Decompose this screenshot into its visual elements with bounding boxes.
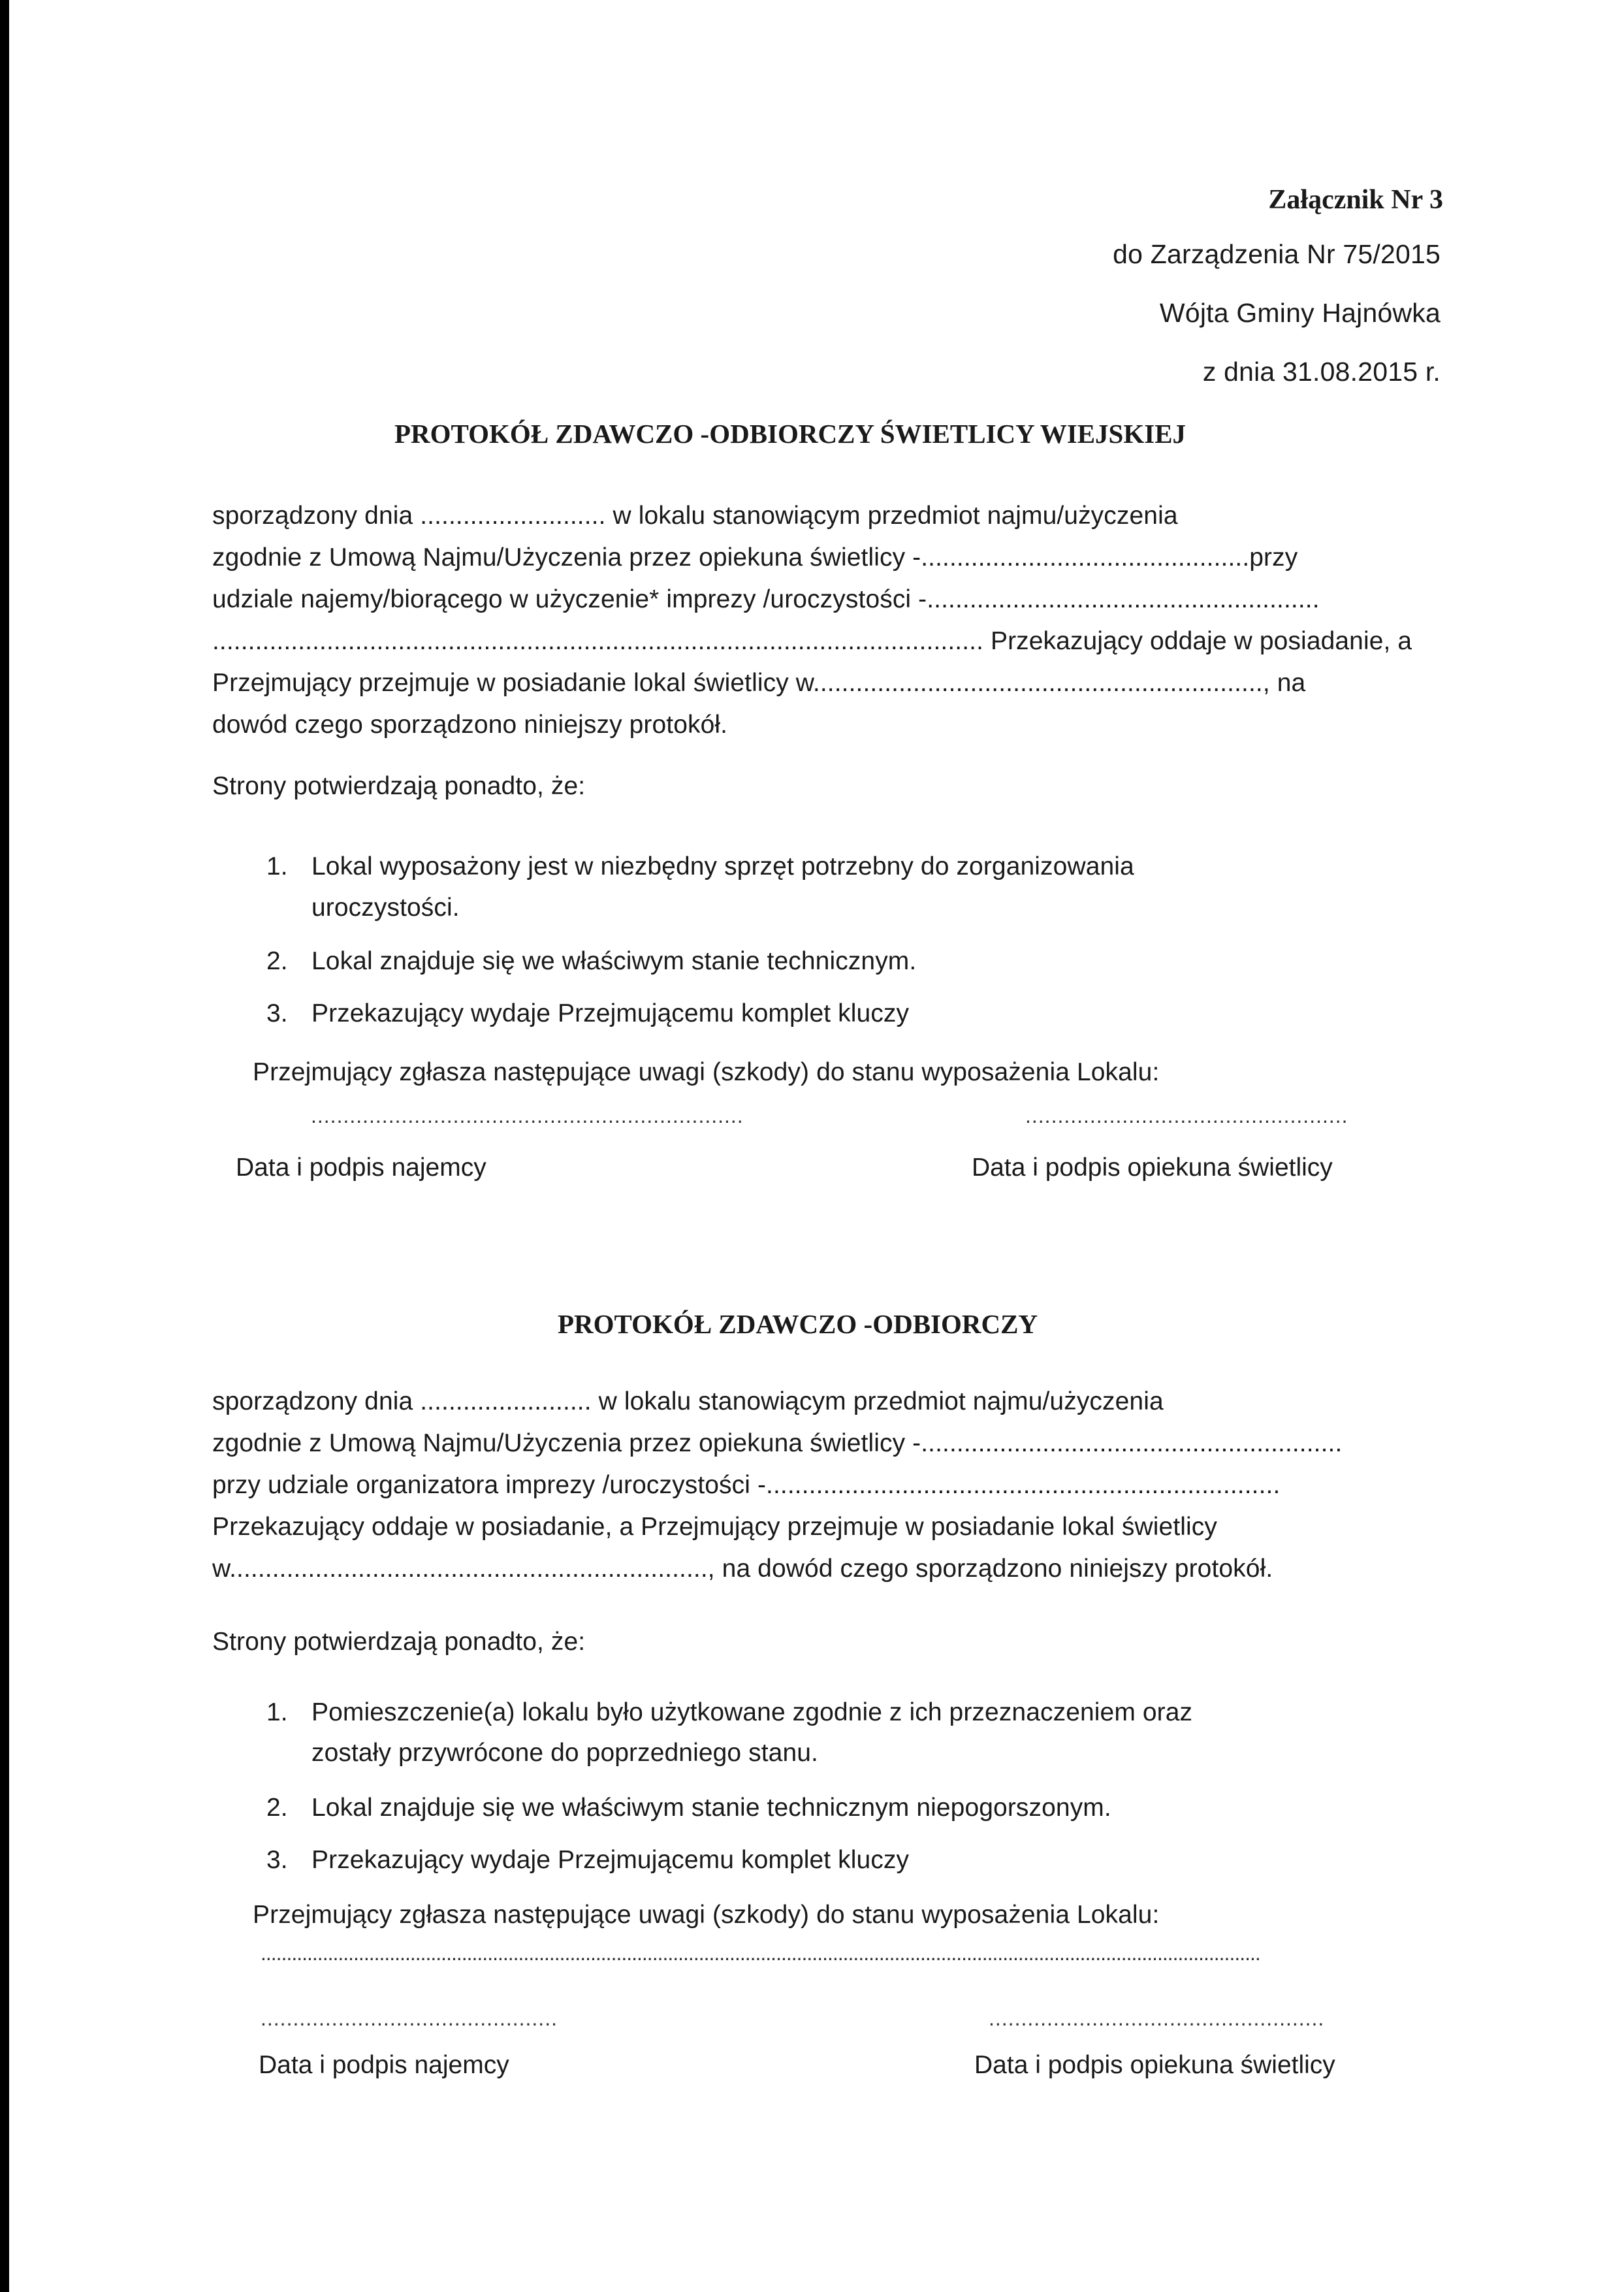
section1-remarks: Przejmujący zgłasza następujące uwagi (szkody) do stanu wyposażenia Lokalu:	[253, 1058, 1160, 1086]
section2-title: PROTOKÓŁ ZDAWCZO -ODBIORCZY	[558, 1309, 1038, 1339]
section2-paragraph-line4: Przekazujący oddaje w posiadanie, a Przejmujący przejmuje w posiadanie lokal świetlicy	[212, 1513, 1218, 1541]
section2-item1-text-cont: zostały przywrócone do poprzedniego stanu.	[311, 1739, 818, 1767]
section1-signature-line-keeper: ..................................................	[1025, 1104, 1348, 1127]
annex-issuer: Wójta Gminy Hajnówka	[1159, 298, 1441, 328]
section1-signature-label-keeper: Data i podpis opiekuna świetlicy	[972, 1154, 1333, 1182]
section1-item1-text-cont: uroczystości.	[311, 894, 460, 922]
section2-remarks-line: ..................................................................................................................................................................................................	[261, 1941, 1260, 1965]
section1-item1-number: 1.	[266, 852, 288, 880]
section1-paragraph-line5: Przejmujący przejmuje w posiadanie lokal świetlicy w..............................................................., na	[212, 669, 1306, 697]
section2-item3-number: 3.	[266, 1846, 288, 1874]
section2-remarks: Przejmujący zgłasza następujące uwagi (szkody) do stanu wyposażenia Lokalu:	[253, 1901, 1160, 1929]
section1-paragraph-line1: sporządzony dnia .......................... w lokalu stanowiącym przedmiot najmu/użyczenia	[212, 502, 1178, 530]
section1-item3-text: Przekazujący wydaje Przejmującemu komplet kluczy	[311, 999, 910, 1027]
section2-confirm: Strony potwierdzają ponadto, że:	[212, 1628, 586, 1656]
section2-paragraph-line2: zgodnie z Umową Najmu/Użyczenia przez opiekuna świetlicy -...........................................................	[212, 1429, 1343, 1457]
section1-item2-text: Lokal znajduje się we właściwym stanie technicznym.	[311, 947, 917, 975]
section2-item2-text: Lokal znajduje się we właściwym stanie technicznym niepogorszonym.	[311, 1794, 1111, 1822]
section2-signature-label-keeper: Data i podpis opiekuna świetlicy	[974, 2051, 1335, 2079]
section1-paragraph-line3: udziale najemy/biorącego w użyczenie* imprezy /uroczystości -.......................................................	[212, 585, 1320, 613]
annex-decree: do Zarządzenia Nr 75/2015	[1113, 239, 1441, 269]
annex-date: z dnia 31.08.2015 r.	[1202, 357, 1441, 387]
section2-paragraph-line3: przy udziale organizatora imprezy /uroczystości -........................................................................	[212, 1471, 1281, 1499]
section2-item3-text: Przekazujący wydaje Przejmującemu komplet kluczy	[311, 1846, 910, 1874]
section2-signature-label-tenant: Data i podpis najemcy	[259, 2051, 509, 2079]
section1-signature-line-tenant: ...................................................................	[311, 1104, 744, 1127]
section1-title: PROTOKÓŁ ZDAWCZO -ODBIORCZY ŚWIETLICY WIEJSKIEJ	[394, 419, 1186, 449]
section1-signature-label-tenant: Data i podpis najemcy	[236, 1154, 486, 1182]
section2-item2-number: 2.	[266, 1794, 288, 1822]
section1-item1-text: Lokal wyposażony jest w niezbędny sprzęt potrzebny do zorganizowania	[311, 852, 1134, 880]
section2-paragraph-line5: w..................................................................., na dowód czego sporządzono niniejszy protokół.	[212, 1555, 1273, 1583]
section1-paragraph-line6: dowód czego sporządzono niniejszy protokół.	[212, 711, 728, 739]
section1-paragraph-line4: ............................................................................................................ Przekazujący oddaje w posiadanie, a	[212, 627, 1412, 655]
section2-paragraph-line1: sporządzony dnia ........................ w lokalu stanowiącym przedmiot najmu/użyczenia	[212, 1387, 1164, 1415]
document-page	[9, 0, 1624, 2292]
section1-item2-number: 2.	[266, 947, 288, 975]
annex-title: Załącznik Nr 3	[1268, 185, 1443, 215]
section1-confirm: Strony potwierdzają ponadto, że:	[212, 772, 586, 800]
section1-item3-number: 3.	[266, 999, 288, 1027]
section2-item1-text: Pomieszczenie(a) lokalu było użytkowane zgodnie z ich przeznaczeniem oraz	[311, 1698, 1193, 1726]
section1-paragraph-line2: zgodnie z Umową Najmu/Użyczenia przez opiekuna świetlicy -..............................................przy	[212, 543, 1298, 572]
section2-item1-number: 1.	[266, 1698, 288, 1726]
section2-signature-line-keeper: ....................................................	[989, 2007, 1325, 2030]
section2-signature-line-tenant: ..............................................	[261, 2007, 558, 2030]
